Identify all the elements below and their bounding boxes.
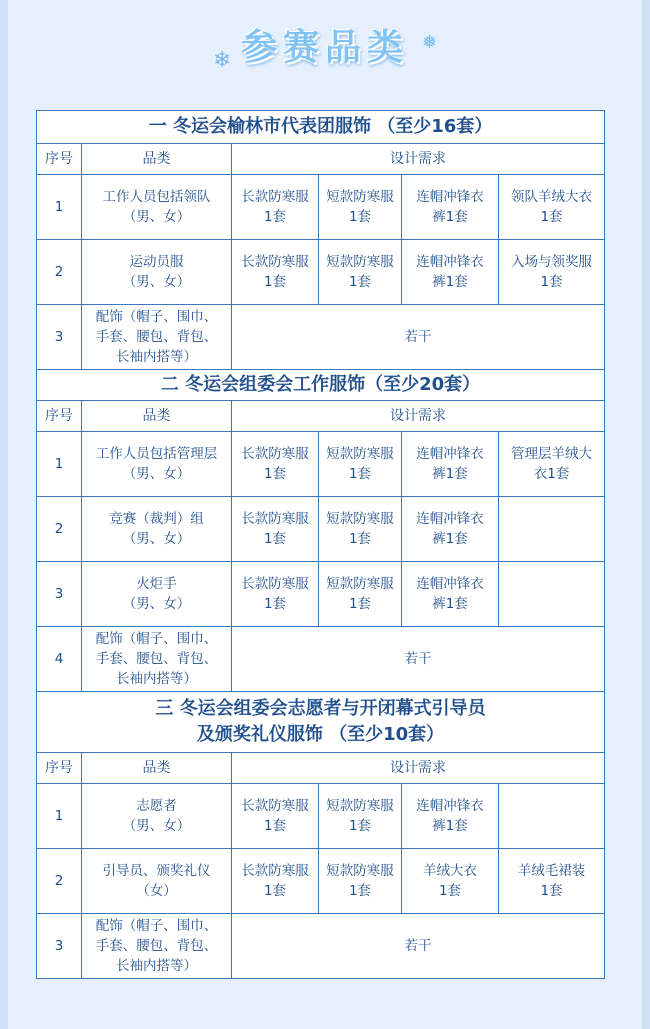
req-cell: 连帽冲锋衣 裤1套 [402, 497, 499, 562]
header-category: 品类 [82, 401, 232, 432]
section-heading-row [37, 111, 605, 144]
snowflake-icon: ❄ [213, 48, 232, 73]
table-row [37, 784, 605, 849]
header-row [37, 144, 605, 175]
header-category: 品类 [82, 144, 232, 175]
header-row [37, 753, 605, 784]
page-title: 参赛品类 [240, 27, 409, 68]
seq-cell: 3 [37, 305, 82, 370]
req-cell: 长款防寒服 1套 [232, 432, 319, 497]
req-cell: 连帽冲锋衣 裤1套 [402, 175, 499, 240]
table-row [37, 497, 605, 562]
category-cell: 工作人员包括领队 （男、女） [82, 175, 232, 240]
table-row [37, 240, 605, 305]
header-seq: 序号 [37, 144, 82, 175]
section-heading-row [37, 370, 605, 401]
req-cell: 长款防寒服 1套 [232, 175, 319, 240]
section-heading: 三 冬运会组委会志愿者与开闭幕式引导员 及颁奖礼仪服饰 （至少10套） [37, 692, 605, 753]
header-requirement: 设计需求 [232, 401, 605, 432]
table-row [37, 562, 605, 627]
req-cell: 领队羊绒大衣 1套 [499, 175, 605, 240]
category-cell: 志愿者 （男、女） [82, 784, 232, 849]
req-cell: 短款防寒服 1套 [319, 784, 402, 849]
category-cell: 运动员服 （男、女） [82, 240, 232, 305]
title-banner [8, 18, 642, 78]
category-cell: 配饰（帽子、围巾、 手套、腰包、背包、 长袖内搭等） [82, 627, 232, 692]
table-row [37, 849, 605, 914]
snowflake-icon: ❅ [422, 32, 438, 53]
req-cell: 短款防寒服 1套 [319, 849, 402, 914]
category-cell: 配饰（帽子、围巾、 手套、腰包、背包、 长袖内搭等） [82, 914, 232, 979]
header-seq: 序号 [37, 401, 82, 432]
req-cell: 长款防寒服 1套 [232, 849, 319, 914]
category-table [36, 110, 605, 979]
req-cell-empty [499, 784, 605, 849]
table-row [37, 627, 605, 692]
header-seq: 序号 [37, 753, 82, 784]
category-cell: 火炬手 （男、女） [82, 562, 232, 627]
header-requirement: 设计需求 [232, 144, 605, 175]
section-heading-row [37, 692, 605, 753]
req-cell: 连帽冲锋衣 裤1套 [402, 240, 499, 305]
req-cell: 管理层羊绒大 衣1套 [499, 432, 605, 497]
req-cell: 羊绒毛裙装 1套 [499, 849, 605, 914]
req-cell: 连帽冲锋衣 裤1套 [402, 784, 499, 849]
category-cell: 配饰（帽子、围巾、 手套、腰包、背包、 长袖内搭等） [82, 305, 232, 370]
header-row [37, 401, 605, 432]
seq-cell: 2 [37, 240, 82, 305]
table-row [37, 432, 605, 497]
req-span-cell: 若干 [232, 627, 605, 692]
category-cell: 引导员、颁奖礼仪 （女） [82, 849, 232, 914]
req-span-cell: 若干 [232, 305, 605, 370]
category-cell: 竞赛（裁判）组 （男、女） [82, 497, 232, 562]
header-category: 品类 [82, 753, 232, 784]
seq-cell: 1 [37, 175, 82, 240]
req-cell: 短款防寒服 1套 [319, 497, 402, 562]
req-cell-empty [499, 497, 605, 562]
req-cell: 长款防寒服 1套 [232, 497, 319, 562]
table-row [37, 175, 605, 240]
seq-cell: 2 [37, 497, 82, 562]
seq-cell: 3 [37, 914, 82, 979]
seq-cell: 1 [37, 432, 82, 497]
req-cell: 短款防寒服 1套 [319, 240, 402, 305]
req-cell: 长款防寒服 1套 [232, 784, 319, 849]
seq-cell: 3 [37, 562, 82, 627]
table-row [37, 305, 605, 370]
header-requirement: 设计需求 [232, 753, 605, 784]
seq-cell: 4 [37, 627, 82, 692]
req-cell-empty [499, 562, 605, 627]
req-cell: 短款防寒服 1套 [319, 562, 402, 627]
req-cell: 短款防寒服 1套 [319, 432, 402, 497]
req-cell: 短款防寒服 1套 [319, 175, 402, 240]
section-heading: 一 冬运会榆林市代表团服饰 （至少16套） [37, 111, 605, 144]
seq-cell: 1 [37, 784, 82, 849]
section-heading: 二 冬运会组委会工作服饰（至少20套） [37, 370, 605, 401]
table-row [37, 914, 605, 979]
req-cell: 长款防寒服 1套 [232, 562, 319, 627]
req-cell: 羊绒大衣 1套 [402, 849, 499, 914]
req-span-cell: 若干 [232, 914, 605, 979]
req-cell: 连帽冲锋衣 裤1套 [402, 432, 499, 497]
req-cell: 入场与领奖服 1套 [499, 240, 605, 305]
category-cell: 工作人员包括管理层 （男、女） [82, 432, 232, 497]
req-cell: 连帽冲锋衣 裤1套 [402, 562, 499, 627]
seq-cell: 2 [37, 849, 82, 914]
req-cell: 长款防寒服 1套 [232, 240, 319, 305]
